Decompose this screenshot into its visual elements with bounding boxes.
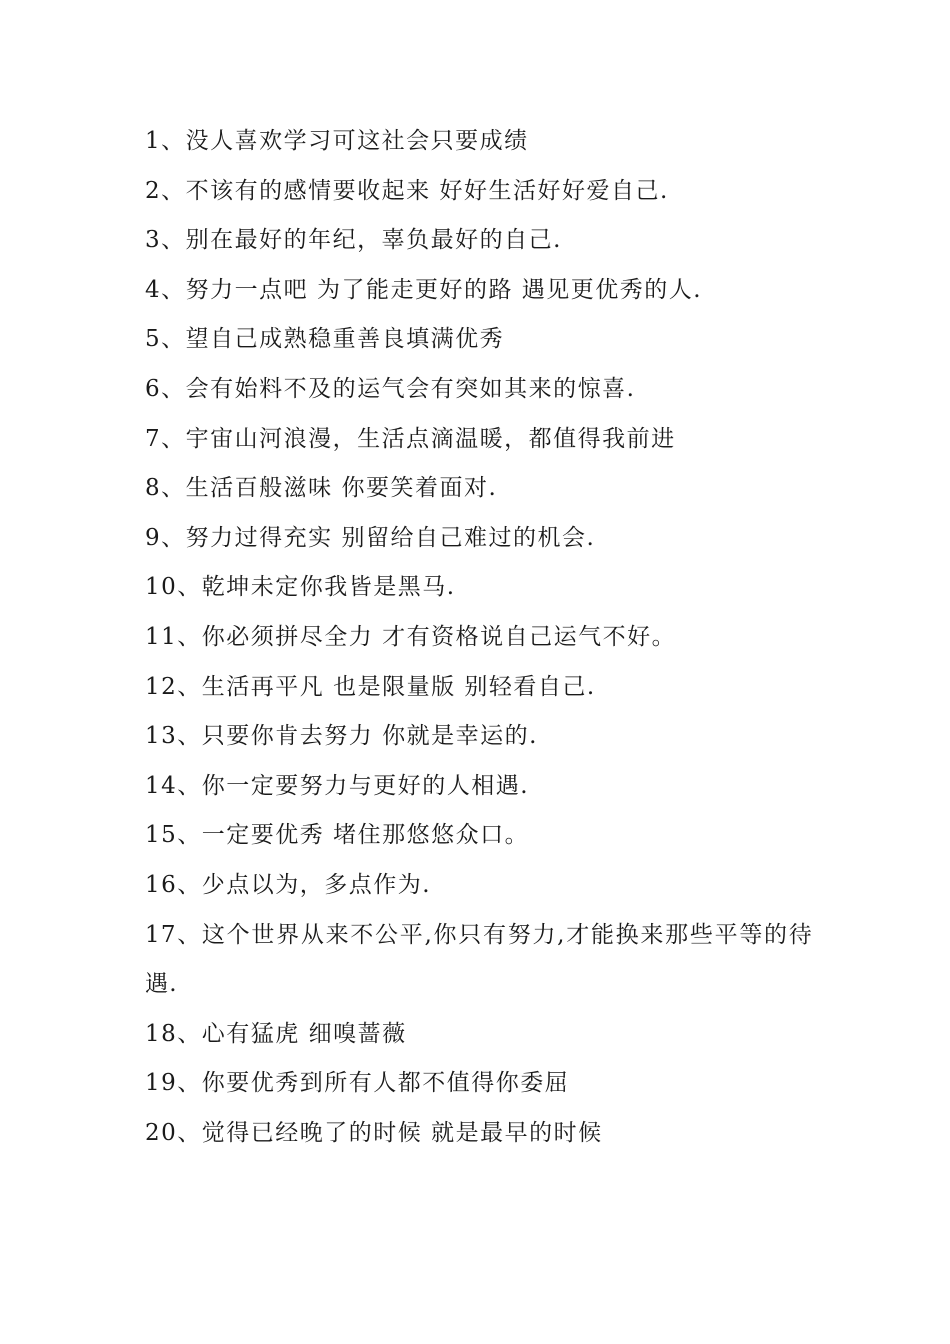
quote-line: 20、觉得已经晚了的时候 就是最早的时候 <box>145 1119 603 1146</box>
quote-line: 11、你必须拼尽全力 才有资格说自己运气不好。 <box>145 623 677 650</box>
quote-line: 17、这个世界从来不公平,你只有努力,才能换来那些平等的待遇. <box>145 921 813 998</box>
quote-line: 18、心有猛虎 细嗅蔷薇 <box>145 1020 407 1047</box>
quote-line: 10、乾坤未定你我皆是黑马. <box>145 574 456 601</box>
quote-line: 2、不该有的感情要收起来 好好生活好好爱自己. <box>145 177 669 204</box>
quote-line: 7、宇宙山河浪漫，生活点滴温暖，都值得我前进 <box>145 425 676 452</box>
quote-line: 19、你要优秀到所有人都不值得你委屈 <box>145 1070 570 1097</box>
quote-line: 9、努力过得充实 别留给自己难过的机会. <box>145 524 596 551</box>
quote-line: 16、少点以为，多点作为. <box>145 871 432 898</box>
quote-list <box>145 117 813 1158</box>
quote-line: 6、会有始料不及的运气会有突如其来的惊喜. <box>145 375 636 402</box>
quote-line: 8、生活百般滋味 你要笑着面对. <box>145 475 498 502</box>
quote-line: 3、别在最好的年纪，辜负最好的自己. <box>145 227 562 254</box>
quote-line: 1、没人喜欢学习可这社会只要成绩 <box>145 128 529 154</box>
quote-line: 12、生活再平凡 也是限量版 别轻看自己. <box>145 673 596 700</box>
quote-line: 13、只要你肯去努力 你就是幸运的. <box>145 723 538 750</box>
quote-line: 4、努力一点吧 为了能走更好的路 遇见更优秀的人. <box>145 276 703 303</box>
quote-line: 5、望自己成熟稳重善良填满优秀 <box>145 326 505 353</box>
quote-line: 14、你一定要努力与更好的人相遇. <box>145 772 530 799</box>
quote-line: 15、一定要优秀 堵住那悠悠众口。 <box>145 822 530 849</box>
